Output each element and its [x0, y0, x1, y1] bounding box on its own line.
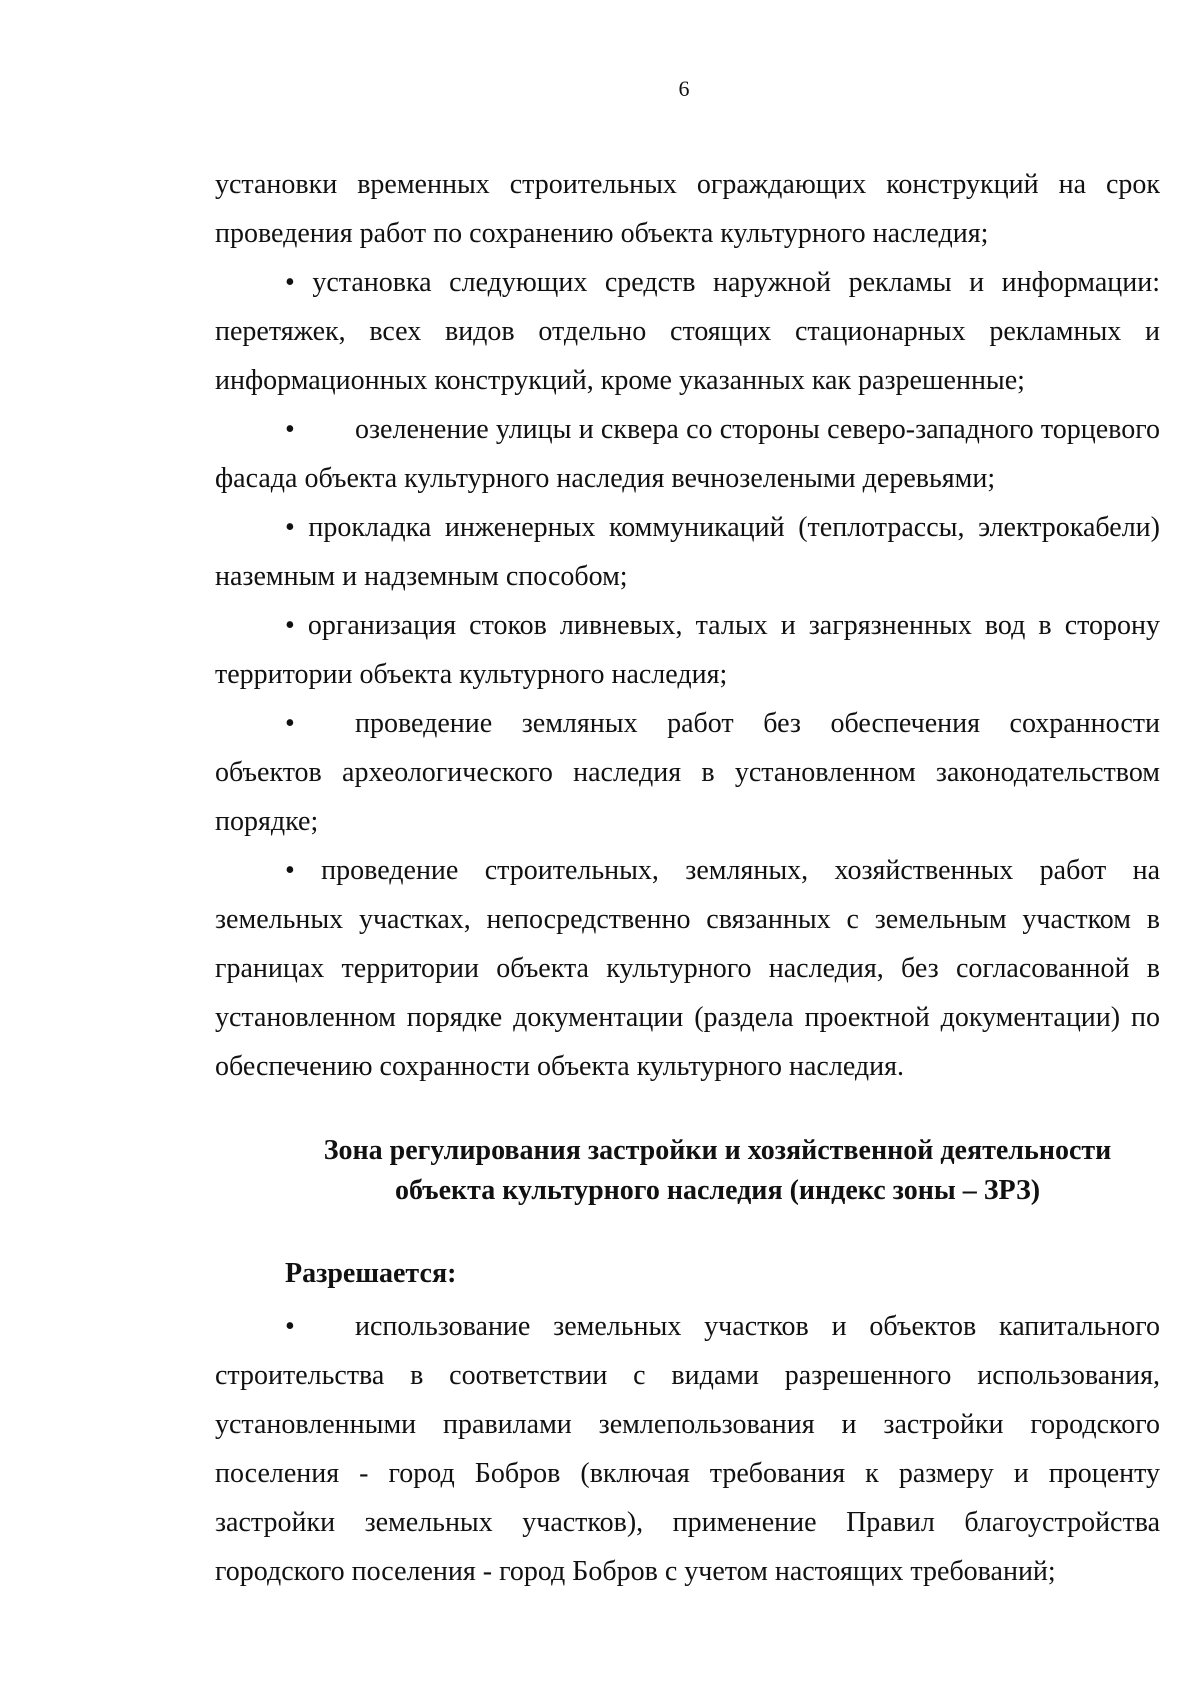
bullet-greening-text: озеленение улицы и сквера со стороны северо-западного торцевого фасада объекта культурного наследия вечнозелеными деревьями; — [215, 414, 1160, 494]
bullet-marker: • — [285, 708, 295, 739]
bullet-earthworks — [215, 699, 1160, 846]
paragraph-fencing-continuation: установки временных строительных ограждающих конструкций на срок проведения работ по сохранению объекта культурного наследия; — [215, 169, 1160, 249]
bullet-land-use — [215, 1302, 1160, 1596]
bullet-advertising: • установка следующих средств наружной рекламы и информации: перетяжек, всех видов отдельно стоящих стационарных рекламных и информационных конструкций, кроме указанных как разрешенные; — [215, 267, 1160, 396]
bullet-marker: • — [285, 1311, 295, 1342]
bullet-drainage: • организация стоков ливневых, талых и загрязненных вод в сторону территории объекта культурного наследия; — [215, 610, 1160, 690]
page-number: 6 — [678, 76, 690, 101]
bullet-marker: • — [285, 414, 295, 445]
bullet-greening — [215, 405, 1160, 503]
allowed-label: Разрешается: — [285, 1258, 457, 1289]
section-title — [215, 1131, 1160, 1211]
bullet-utilities: • прокладка инженерных коммуникаций (теплотрассы, электрокабели) наземным и надземным способом; — [215, 512, 1160, 592]
document-body — [215, 160, 1160, 1596]
bullet-earthworks-text: проведение земляных работ без обеспечения сохранности объектов археологического наследия в установленном законодательством порядке; — [215, 708, 1160, 837]
section-title-line2: объекта культурного наследия (индекс зоны – ЗРЗ) — [394, 1175, 1041, 1206]
bullet-construction-works: • проведение строительных, земляных, хозяйственных работ на земельных участках, непосредственно связанных с земельным участком в границах территории объекта культурного наследия, без согласованной в установленном порядке документации (раздела проектной документации) по обеспечению сохранности объекта культурного наследия. — [215, 855, 1160, 1082]
section-title-line1: Зона регулирования застройки и хозяйственной деятельности — [323, 1135, 1112, 1166]
bullet-land-use-text: использование земельных участков и объектов капитального строительства в соответствии с видами разрешенного использования, установленными правилами землепользования и застройки городского поселения - город Бобров (включая требования к размеру и проценту застройки земельных участков), применение Правил благоустройства городского поселения - город Бобров с учетом настоящих требований; — [215, 1311, 1160, 1587]
